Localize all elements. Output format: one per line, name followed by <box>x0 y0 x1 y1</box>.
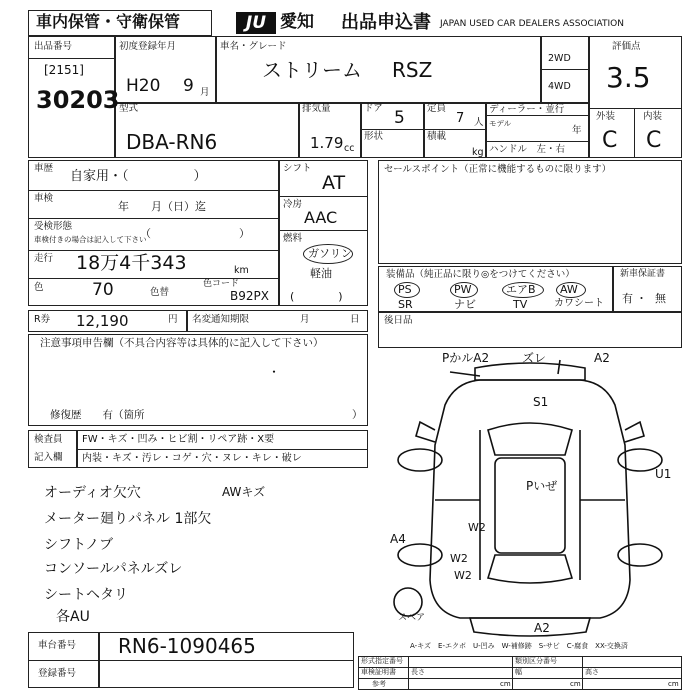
wheel-front-left <box>398 449 442 471</box>
mark-w2-c: W2 <box>454 569 472 582</box>
lot-small-number: [2151] <box>44 63 84 77</box>
comment-1: オーディオ欠穴 <box>44 485 141 501</box>
width-label: 幅 <box>515 668 522 676</box>
equipment-airbag: エアB <box>506 283 536 296</box>
inspector-row-2: 内装・キズ・汚レ・コゲ・穴・ヌレ・キレ・破レ <box>82 453 302 464</box>
fuel-other: ( ) <box>290 290 343 303</box>
color-change-label: 色替 <box>150 287 170 298</box>
reference-label: 参考 <box>372 680 386 688</box>
storage-stamp: 車内保管・守衛保管 <box>36 12 181 31</box>
color-code-value: B92PX <box>230 289 269 303</box>
repair-close: ） <box>352 409 363 421</box>
ju-logo-icon: JU <box>236 12 276 34</box>
exterior-grade: C <box>602 128 618 153</box>
ps-circle-icon <box>394 282 420 298</box>
category-label: 類別区分番号 <box>515 657 557 665</box>
receipt-label: 受検形態 <box>34 221 73 232</box>
recycle-label: R券 <box>34 314 51 325</box>
model-grade: RSZ <box>392 58 433 82</box>
drive-2wd: 2WD <box>548 53 571 64</box>
model-year-label: モデル <box>489 119 512 128</box>
ac-value: AAC <box>304 208 338 227</box>
fuel-circle-icon <box>303 244 353 264</box>
right-mirror <box>625 422 644 442</box>
inspection-value: 年 月（日）迄 <box>118 200 206 213</box>
length-label: 長さ <box>411 668 425 676</box>
mark-top-left: PかルA2 <box>442 351 490 365</box>
wheel-rear-left <box>398 544 442 566</box>
frame-number: RN6-1090465 <box>118 634 256 658</box>
equipment-leather: カワシート <box>554 298 604 309</box>
evaluation-label: 評価点 <box>612 41 641 52</box>
month-unit: 月 <box>200 87 210 98</box>
comment-4: コンソールパネルズレ <box>44 561 183 577</box>
history-value: 自家用・（ ） <box>70 169 207 184</box>
interior-grade: C <box>646 128 662 153</box>
type-value: DBA-RN6 <box>126 130 218 154</box>
registration-month: 9 <box>183 76 194 96</box>
model-name: ストリーム <box>262 58 362 82</box>
sales-points-label: セールスポイント（正常に機能するものに限ります） <box>384 164 612 175</box>
receipt-value: （ ） <box>140 227 250 240</box>
lot-number: 30203 <box>36 86 120 114</box>
person-unit: 人 <box>474 117 484 128</box>
equipment-tv: TV <box>513 298 528 311</box>
mileage-label: 走行 <box>34 253 54 264</box>
shift-label: シフト <box>283 163 312 174</box>
capacity-label: 定員 <box>427 103 447 114</box>
shift-value: AT <box>322 172 346 194</box>
mark-bottom: A2 <box>534 621 550 635</box>
frame-label: 車台番号 <box>38 640 77 651</box>
comment-2: メーター廻りパネル 1部欠 <box>44 511 212 527</box>
warranty-yes: 有 <box>622 292 633 305</box>
evaluation-score: 3.5 <box>606 61 651 94</box>
damage-legend: A-キズ E-エクボ U-凹み W-補修跡 S-サビ C-腐食 XX-交換済 <box>410 642 628 650</box>
model-label: 車名・グレード <box>220 41 287 52</box>
fuel-label: 燃料 <box>283 233 303 244</box>
ac-label: 冷房 <box>283 199 303 210</box>
drive-4wd: 4WD <box>548 81 571 92</box>
auction-sheet: 車内保管・守衛保管 JU 愛知 出品申込書 JAPAN USED CAR DEALERS ASSOCIATION 出品番号 [2151] 30203 初度登録年月 H20 9 月 車名・グレード ストリーム RSZ 2WD 4WD 評価点 3.5 外装 内装 C C 型式 DBA-RN6 排気量 1.79 cc ドア 5 形状 定員 7 人 積載 kg ディーラー・並行 モデル 年 ハンドル 左・右 車歴 自家用・（ ） 車検 年 月（日）迄 受検形態 車検付きの場合は記入して下さい （ ） 走行 18万4千343 km 色 70 色替 色コード B92PX シフト AT 冷房 AAC 燃料 ガソリン 軽油 ( ) セールスポイント（正常に機能するものに限ります） 装備品（純正品に限り◎をつけてください） PS PW エアB AW SR ナビ TV カワシート 新車保証書 有 ・ 無 R券 12,190 円 名変通知期限 月 日 後日品 注意事項申告欄（不具合内容等は具体的に記入して下さい） ・ 修復歴 有（箇所 ） 検査員 記入欄 FW・キズ・凹み・ヒビ割・リペア跡・X要 内装・キズ・汚レ・コゲ・穴・ヌレ・キレ・破レ オーディオ欠穴 AWキズ メーター廻りパネル 1部欠 シフトノブ コンソールパネルズレ シートヘタリ 各AU PかルA2 ズレ A2 S1 Pいぜ U1 A4 W2 W2 W2 A2 スペア A-キズ E-エクボ U-凹み W-補修跡 S-サビ C-腐食 XX-交換済 車台番号 RN6-1090465 登録番号 形式指定番号 類別区分番号 車検証明書 長さ 幅 高さ 参考 cm cm cm <box>0 0 700 700</box>
type-label: 型式 <box>119 103 139 114</box>
load-label: 積載 <box>427 131 447 142</box>
aw-circle-icon <box>556 282 586 298</box>
mark-right: U1 <box>655 467 672 481</box>
warranty-label: 新車保証書 <box>620 269 666 279</box>
capacity-value: 7 <box>456 111 465 126</box>
car-damage-diagram <box>380 350 680 640</box>
warranty-no: 無 <box>655 292 666 305</box>
registration-number-label: 登録番号 <box>38 668 77 679</box>
cm-unit-1: cm <box>500 680 511 688</box>
comment-3: シフトノブ <box>44 537 114 553</box>
designation-label: 形式指定番号 <box>361 657 403 665</box>
dealer-label: ディーラー・並行 <box>489 104 565 115</box>
cm-unit-3: cm <box>668 680 679 688</box>
inspector-label-1: 検査員 <box>34 434 63 445</box>
displacement-label: 排気量 <box>302 103 331 114</box>
interior-label: 内装 <box>643 111 663 122</box>
roof <box>495 458 565 553</box>
color-label: 色 <box>34 282 44 293</box>
front-bumper <box>475 363 585 380</box>
form-title: 出品申込書 <box>341 12 431 33</box>
equipment-navi: ナビ <box>454 298 476 311</box>
logo-text: 愛知 <box>280 12 314 32</box>
rear-bumper <box>470 618 590 636</box>
equipment-aw: AW <box>560 283 578 296</box>
mark-roof: S1 <box>533 395 549 409</box>
displacement-value: 1.79 <box>310 134 344 152</box>
rear-window <box>488 555 572 583</box>
equipment-label: 装備品（純正品に限り◎をつけてください） <box>386 269 575 280</box>
inputter-box <box>378 312 682 348</box>
association-name: JAPAN USED CAR DEALERS ASSOCIATION <box>440 19 624 29</box>
aw-note: AWキズ <box>222 485 266 499</box>
kg-unit: kg <box>472 147 484 158</box>
inspection-label: 車検 <box>34 193 54 204</box>
mark-body: Pいぜ <box>526 479 558 493</box>
repair-label: 修復歴 有（箇所 <box>50 409 145 421</box>
shape-label: 形状 <box>364 131 384 142</box>
registration-label: 初度登録年月 <box>119 41 177 52</box>
registration-year: H20 <box>126 76 161 96</box>
name-change-label: 名変通知期限 <box>192 314 250 325</box>
fuel-gas: ガソリン <box>308 247 352 260</box>
comment-5: シートヘタリ <box>44 587 128 603</box>
spare-tire <box>394 588 422 616</box>
color-code-label: 色コード <box>203 279 240 289</box>
mark-top-right: A2 <box>594 351 610 365</box>
history-label: 車歴 <box>34 163 54 174</box>
cm-unit-2: cm <box>570 680 581 688</box>
spare-label: スペア <box>398 613 426 623</box>
handle-label: ハンドル 左・右 <box>489 144 566 155</box>
mileage-value: 18万4千343 <box>76 252 187 274</box>
wheel-rear-right <box>618 544 662 566</box>
fuel-diesel: 軽油 <box>310 267 332 280</box>
mark-w2-b: W2 <box>450 552 468 565</box>
doors-label: ドア <box>364 103 383 114</box>
equipment-pw: PW <box>454 283 472 296</box>
inspector-label-2: 記入欄 <box>34 452 63 463</box>
equipment-sr: SR <box>398 298 413 311</box>
receipt-note: 車検付きの場合は記入して下さい <box>34 235 147 244</box>
name-change-month: 月 <box>300 314 310 325</box>
sales-points-box <box>378 160 682 264</box>
km-unit: km <box>234 265 249 276</box>
height-label: 高さ <box>585 668 599 676</box>
notes-label: 注意事項申告欄（不具合内容等は具体的に記入して下さい） <box>40 337 324 349</box>
pw-circle-icon <box>450 282 478 298</box>
mark-left: A4 <box>390 532 406 546</box>
recycle-amount: 12,190 <box>76 312 129 330</box>
name-change-day: 日 <box>350 314 360 325</box>
comment-6: 各AU <box>56 609 90 625</box>
yen-unit: 円 <box>168 314 178 325</box>
windshield <box>488 423 572 455</box>
lot-label: 出品番号 <box>34 41 73 52</box>
notes-dot: ・ <box>268 365 281 379</box>
inspector-row-1: FW・キズ・凹み・ヒビ割・リペア跡・X要 <box>82 434 275 445</box>
doors-value: 5 <box>394 108 405 128</box>
inputter-label: 後日品 <box>384 315 413 326</box>
airbag-circle-icon <box>502 282 544 298</box>
mark-top-mid: ズレ <box>522 351 547 365</box>
left-mirror <box>416 422 435 442</box>
exterior-label: 外装 <box>596 111 616 122</box>
reg-cert-label: 車検証明書 <box>361 668 396 676</box>
cc-unit: cc <box>344 143 355 154</box>
equipment-ps: PS <box>398 283 412 296</box>
mark-w2-a: W2 <box>468 521 486 534</box>
color-value: 70 <box>92 280 114 300</box>
model-year-unit: 年 <box>572 125 582 136</box>
